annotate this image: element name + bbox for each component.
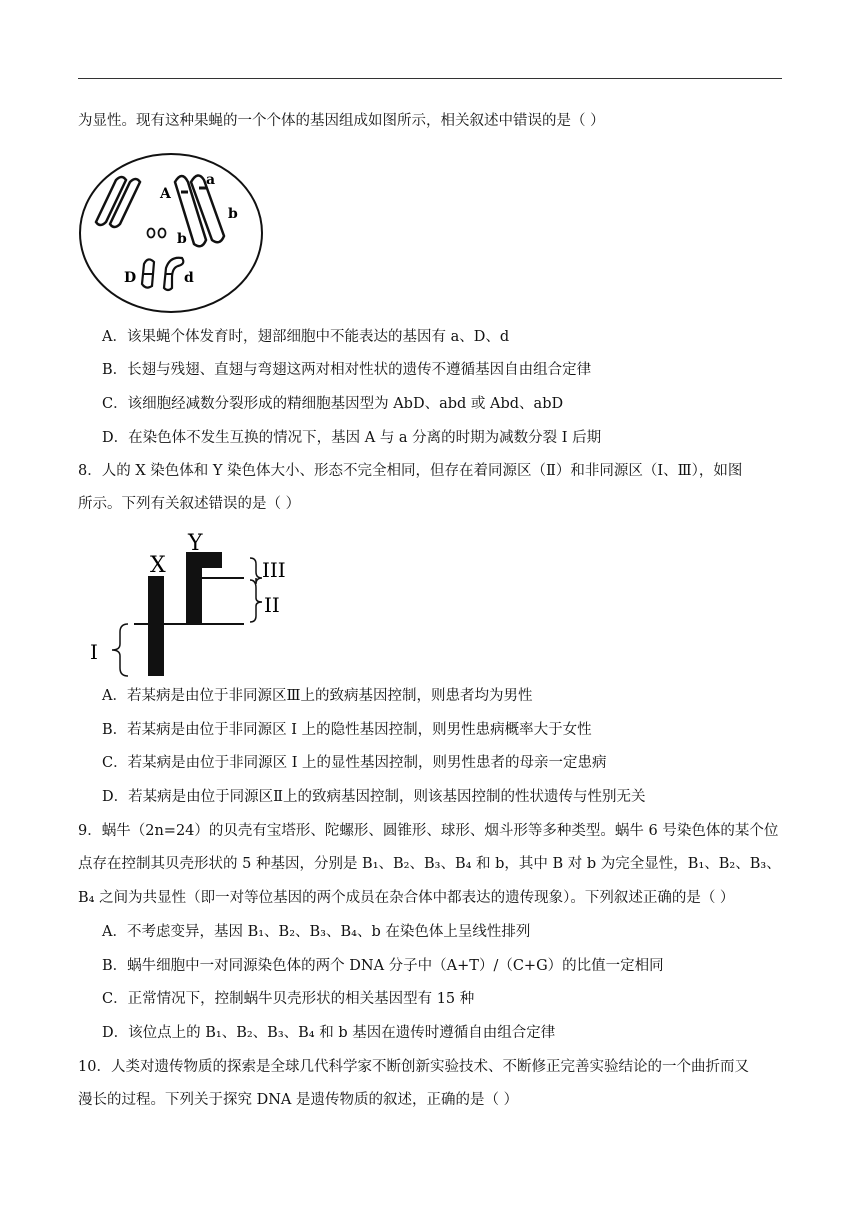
- q9-option-b: B．蜗牛细胞中一对同源染色体的两个 DNA 分子中（A+T）/（C+G）的比值一定相同: [102, 958, 664, 974]
- q8-option-c: C．若某病是由位于非同源区 Ⅰ 上的显性基因控制，则男性患者的母亲一定患病: [102, 755, 607, 771]
- q8-stem-line2: 所示。下列有关叙述错误的是（ ）: [78, 496, 301, 512]
- q8-option-d: D．若某病是由位于同源区Ⅱ上的致病基因控制，则该基因控制的性状遗传与性别无关: [102, 789, 646, 805]
- label-X: X: [150, 553, 166, 578]
- q9-option-c: C．正常情况下，控制蜗牛贝壳形状的相关基因型有 15 种: [102, 991, 475, 1007]
- q9-stem-line1: 9．蜗牛（2n=24）的贝壳有宝塔形、陀螺形、圆锥形、球形、烟斗形等多种类型。蜗牛 6 号染色体的某个位: [78, 823, 779, 839]
- q8-xy-figure: [84, 528, 294, 680]
- label-b-mid: b: [177, 231, 187, 247]
- q7-option-c: C．该细胞经减数分裂形成的精细胞基因型为 AbD、abd 或 Abd、abD: [102, 396, 564, 412]
- q7-stem: 为显性。现有这种果蝇的一个个体的基因组成如图所示，相关叙述中错误的是（ ）: [78, 113, 605, 129]
- q10-stem-line2: 漫长的过程。下列关于探究 DNA 是遗传物质的叙述，正确的是（ ）: [78, 1092, 519, 1108]
- q8-option-a: A．若某病是由位于非同源区Ⅲ上的致病基因控制，则患者均为男性: [102, 688, 533, 704]
- q10-stem-line1: 10．人类对遗传物质的探索是全球几代科学家不断创新实验技术、不断修正完善实验结论的一个曲折而又: [78, 1059, 749, 1075]
- label-d: d: [184, 270, 194, 286]
- q7-cell-figure: [78, 152, 264, 314]
- label-D: D: [124, 270, 137, 286]
- label-a: a: [206, 172, 216, 188]
- q9-stem-line3: B₄ 之间为共显性（即一对等位基因的两个成员在杂合体中都表达的遗传现象）。下列叙述正确的是（ ）: [78, 890, 735, 906]
- q8-option-b: B．若某病是由位于非同源区 Ⅰ 上的隐性基因控制，则男性患病概率大于女性: [102, 722, 592, 738]
- q9-option-a: A．不考虑变异，基因 B₁、B₂、B₃、B₄、b 在染色体上呈线性排列: [102, 924, 531, 940]
- q7-option-d: D．在染色体不发生互换的情况下，基因 A 与 a 分离的时期为减数分裂 Ⅰ 后期: [102, 430, 602, 446]
- q9-stem-line2: 点存在控制其贝壳形状的 5 种基因，分别是 B₁、B₂、B₃、B₄ 和 b，其中 B 对 b 为完全显性，B₁、B₂、B₃、: [78, 856, 781, 872]
- label-III: III: [262, 558, 286, 582]
- header-rule: [78, 78, 782, 79]
- label-b-right: b: [228, 206, 238, 222]
- q7-option-b: B．长翅与残翅、直翅与弯翅这两对相对性状的遗传不遵循基因自由组合定律: [102, 362, 592, 378]
- label-I: I: [90, 640, 98, 664]
- q8-stem-line1: 8．人的 X 染色体和 Y 染色体大小、形态不完全相同，但存在着同源区（Ⅱ）和非同源区（Ⅰ、Ⅲ），如图: [78, 463, 743, 479]
- q9-option-d: D．该位点上的 B₁、B₂、B₃、B₄ 和 b 基因在遗传时遵循自由组合定律: [102, 1025, 556, 1041]
- q7-option-a: A．该果蝇个体发育时，翅部细胞中不能表达的基因有 a、D、d: [102, 329, 510, 345]
- label-Y: Y: [188, 531, 203, 556]
- label-A: A: [160, 186, 171, 202]
- label-II: II: [264, 593, 280, 617]
